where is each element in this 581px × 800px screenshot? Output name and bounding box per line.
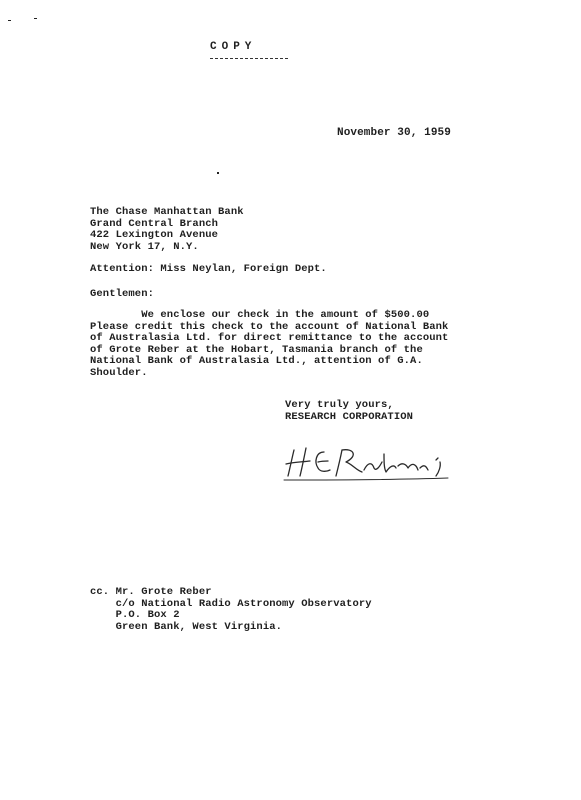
- copy-underline: [210, 58, 288, 59]
- cc-line: cc. Mr. Grote Reber: [90, 586, 212, 598]
- address-line: Grand Central Branch: [90, 217, 219, 230]
- letter-date: November 30, 1959: [337, 127, 451, 139]
- copy-label: COPY: [210, 41, 257, 53]
- address-line: The Chase Manhattan Bank: [90, 206, 244, 218]
- organization-name: RESEARCH CORPORATION: [285, 410, 414, 423]
- closing-block: [285, 400, 413, 423]
- handwritten-signature: [280, 442, 452, 486]
- recipient-address: [90, 207, 244, 253]
- body-line: Please credit this check to the account of National Bank: [90, 320, 449, 333]
- cc-line: Green Bank, West Virginia.: [90, 620, 283, 633]
- address-line: New York 17, N.Y.: [90, 240, 199, 253]
- salutation: Gentlemen:: [90, 288, 155, 300]
- body-line: of Grote Reber at the Hobart, Tasmania branch of the: [90, 343, 423, 356]
- scan-mark: [34, 18, 37, 19]
- letter-body: [90, 310, 448, 379]
- body-line: National Bank of Australasia Ltd., attention of G.A.: [90, 355, 423, 367]
- scan-mark: [217, 172, 219, 174]
- cc-line: c/o National Radio Astronomy Observatory: [90, 597, 372, 610]
- cc-block: [90, 587, 372, 633]
- body-line: We enclose our check in the amount of $500.00: [90, 309, 430, 321]
- cc-line: P.O. Box 2: [90, 609, 180, 621]
- address-line: 422 Lexington Avenue: [90, 229, 219, 241]
- attention-line: Attention: Miss Neylan, Foreign Dept.: [90, 263, 327, 275]
- body-line: Shoulder.: [90, 366, 148, 379]
- valediction: Very truly yours,: [285, 399, 394, 411]
- scan-mark: [8, 20, 11, 21]
- body-line: of Australasia Ltd. for direct remittance to the account: [90, 332, 449, 344]
